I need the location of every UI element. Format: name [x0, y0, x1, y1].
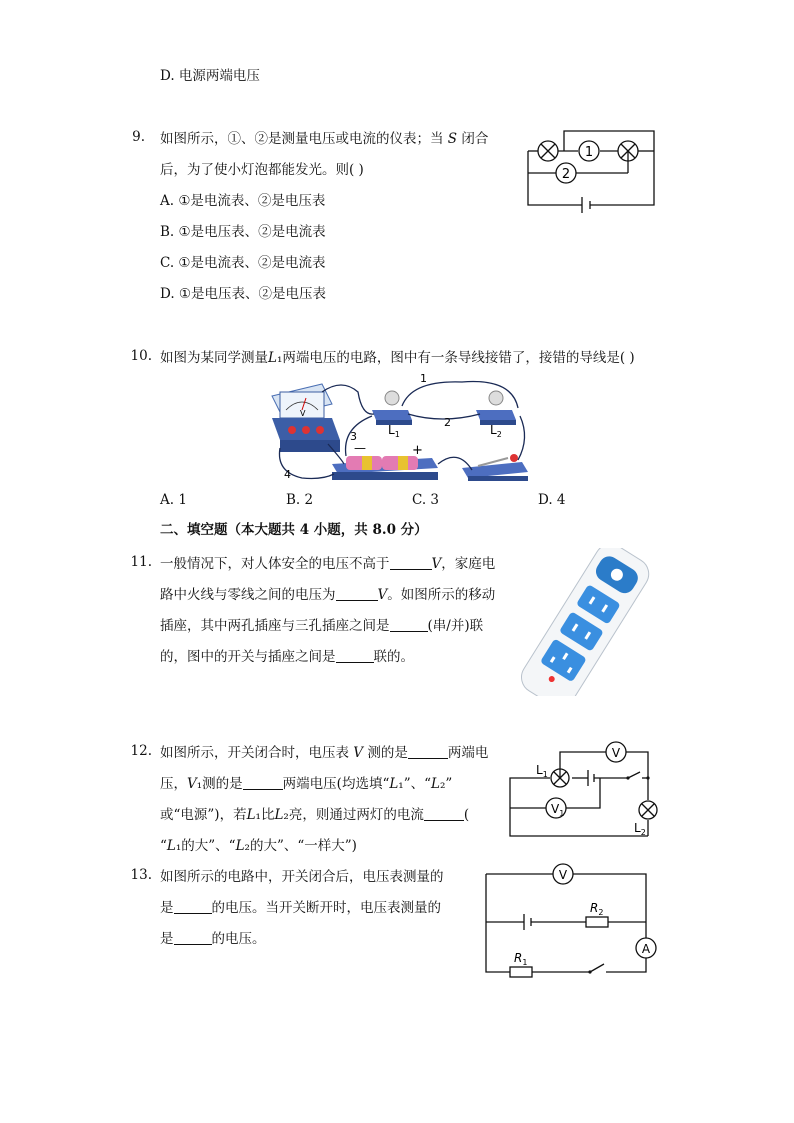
- q9-stem-line2: 后，为了使小灯泡都能发光。则( ): [160, 162, 364, 178]
- q9-meter2-label: 2: [561, 167, 571, 182]
- q12-circuit-diagram: [500, 736, 665, 838]
- q12-blank3[interactable]: [424, 806, 464, 821]
- q12-l1-label: $L_1$: [536, 763, 548, 779]
- q11-line2: 路中火线与零线之间的电压为 𝑉。如图所示的移动: [160, 587, 496, 603]
- q12-v-label: V: [611, 746, 621, 760]
- q11-power-strip-image: [510, 548, 660, 696]
- q12-v1-label: $V_1$: [551, 802, 565, 818]
- q10-wire4-label: 4: [284, 468, 291, 481]
- q13-line3: 是 的电压。: [160, 931, 266, 947]
- q12-blank2[interactable]: [243, 775, 283, 790]
- q10-circuit-photo: [262, 368, 534, 490]
- q12-line1: 如图所示，开关闭合时，电压表 𝑉 测的是 两端电: [160, 745, 489, 761]
- q13-a-label: A: [641, 942, 651, 956]
- q12-number: 12.: [130, 743, 152, 759]
- q12-blank1[interactable]: [408, 744, 448, 759]
- q10-option-d[interactable]: D. 4: [538, 492, 566, 508]
- q9-circuit-diagram: [520, 125, 665, 217]
- q10-minus: —: [354, 441, 366, 455]
- q11-line4: 的，图中的开关与插座之间是 联的。: [160, 649, 414, 665]
- q10-wire1-label: 1: [420, 372, 427, 385]
- q11-blank1[interactable]: [390, 555, 432, 570]
- q13-blank1[interactable]: [174, 899, 212, 914]
- q9-option-d[interactable]: D. ①是电压表、②是电压表: [160, 286, 327, 302]
- q13-v-label: V: [558, 868, 568, 882]
- q12-line3: 或“电源”)，若𝐿₁比𝐿₂亮，则通过两灯的电流 (: [160, 807, 470, 823]
- q9-option-b[interactable]: B. ①是电压表、②是电流表: [160, 224, 326, 240]
- q11-blank2[interactable]: [336, 586, 378, 601]
- q9-number: 9.: [132, 129, 145, 145]
- q10-wire2-label: 2: [444, 416, 451, 429]
- q9-stem-line1: 如图所示，①、②是测量电压或电流的仪表；当 𝑆 闭合: [160, 131, 489, 147]
- q10-number: 10.: [130, 348, 152, 364]
- q13-circuit-diagram: [478, 860, 663, 978]
- q13-line1: 如图所示的电路中，开关闭合后，电压表测量的: [160, 869, 444, 885]
- q11-blank3[interactable]: [390, 617, 428, 632]
- q9-meter1-label: 1: [584, 145, 594, 160]
- q8-option-d: D. 电源两端电压: [160, 68, 260, 84]
- q10-meter-v: V: [300, 409, 306, 418]
- q13-r2-label: $R_2$: [590, 901, 604, 917]
- q11-blank4[interactable]: [336, 648, 374, 663]
- q10-option-a[interactable]: A. 1: [160, 492, 187, 508]
- q11-line3: 插座，其中两孔插座与三孔插座之间是 (串/并)联: [160, 618, 484, 634]
- q10-l2-label: $L_2$: [490, 423, 502, 439]
- q11-line1: 一般情况下，对人体安全的电压不高于 𝑉，家庭电: [160, 556, 496, 572]
- q13-number: 13.: [130, 867, 152, 883]
- q10-stem: 如图为某同学测量𝐿₁两端电压的电路，图中有一条导线接错了，接错的导线是( ): [160, 350, 635, 366]
- q9-option-a[interactable]: A. ①是电流表、②是电压表: [160, 193, 326, 209]
- q10-option-c[interactable]: C. 3: [412, 492, 440, 508]
- q9-option-c[interactable]: C. ①是电流表、②是电流表: [160, 255, 326, 271]
- q12-line2: 压，𝑉₁测的是 两端电压(均选填“𝐿₁”、“𝐿₂”: [160, 776, 453, 792]
- section-fill-in-title: 二、填空题（本大题共 4 小题，共 8.0 分）: [160, 522, 428, 538]
- q12-l2-label: $L_2$: [634, 821, 646, 837]
- q10-option-b[interactable]: B. 2: [286, 492, 314, 508]
- q10-wire3-label: 3: [350, 430, 357, 443]
- q13-line2: 是 的电压。当开关断开时，电压表测量的: [160, 900, 441, 916]
- q11-number: 11.: [130, 554, 152, 570]
- q10-plus: +: [412, 443, 423, 458]
- q13-blank2[interactable]: [174, 930, 212, 945]
- q13-r1-label: $R_1$: [514, 951, 528, 967]
- q10-l1-label: $L_1$: [388, 423, 400, 439]
- q12-line4: “𝐿₁的大”、“𝐿₂的大”、“一样大”): [160, 838, 357, 854]
